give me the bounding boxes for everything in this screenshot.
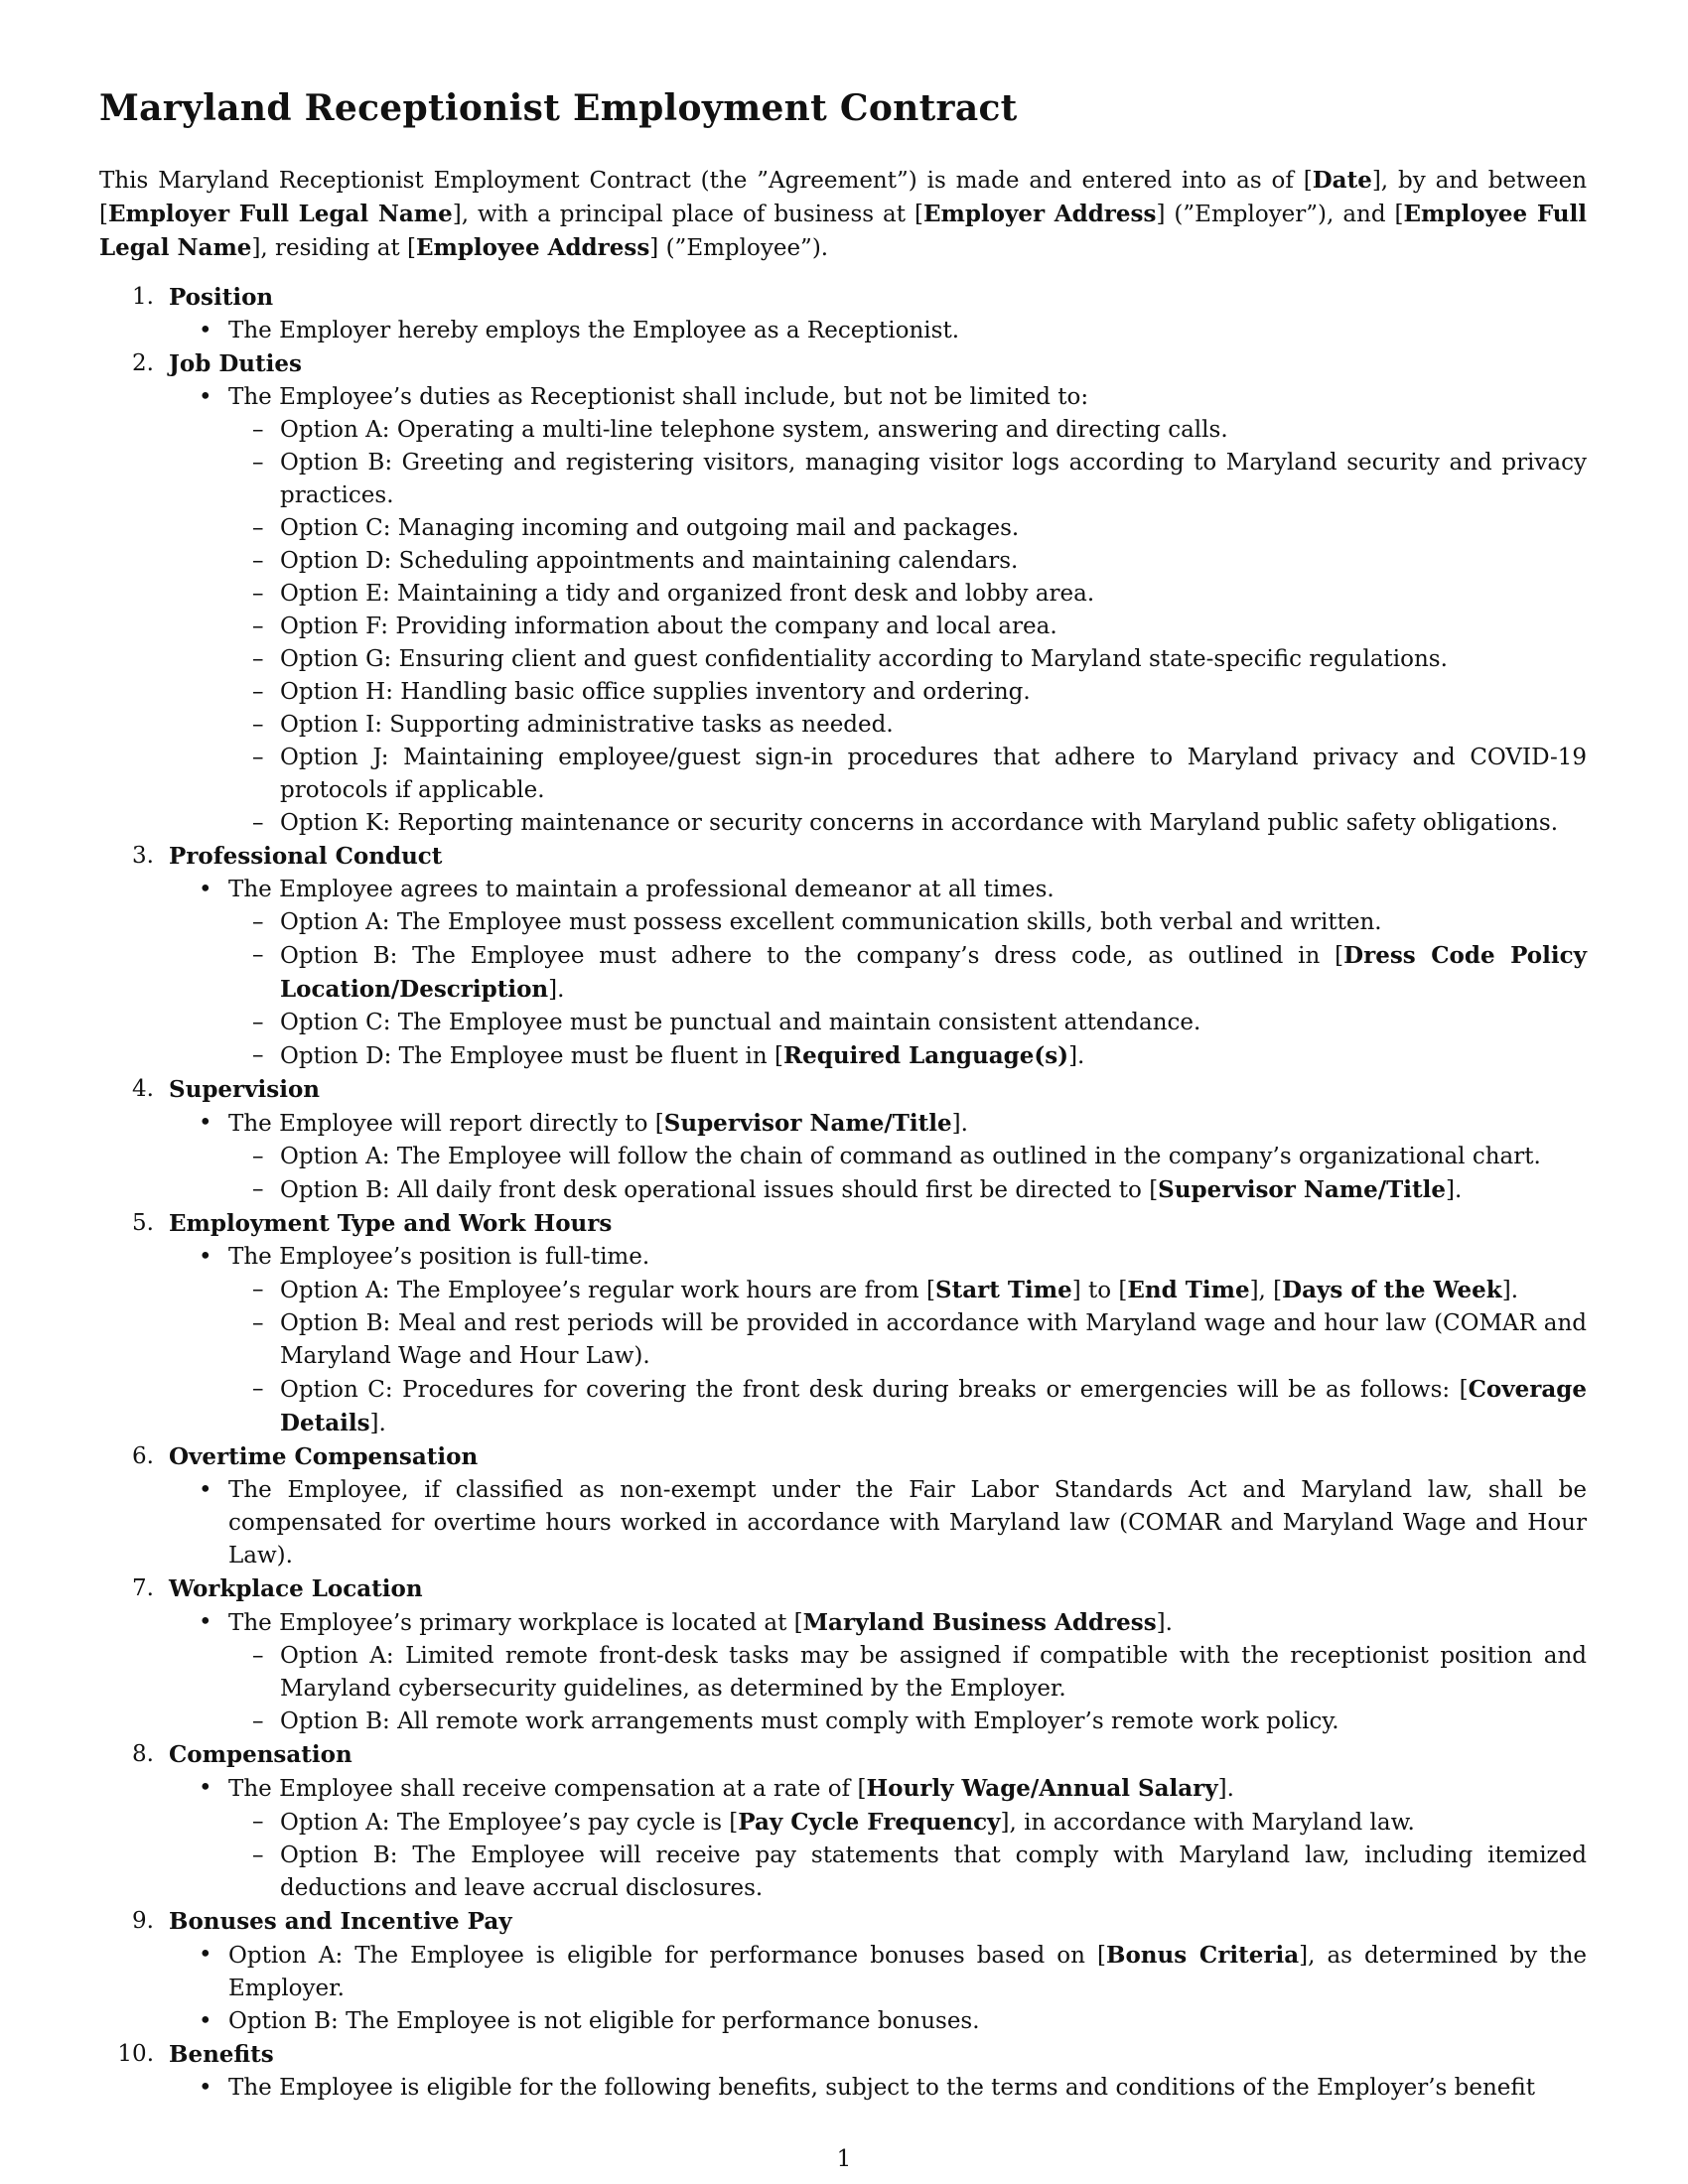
section-number: 9. bbox=[132, 1908, 154, 1935]
option-item bbox=[228, 1307, 1587, 1373]
section-number: 6. bbox=[132, 1443, 154, 1470]
text-run: The Employee’s duties as Receptionist shall include, but not be limited to: bbox=[228, 384, 1089, 411]
bullet-list bbox=[169, 1241, 1587, 1440]
option-item bbox=[228, 709, 1587, 742]
text-run: ]. bbox=[548, 977, 565, 1004]
option-list bbox=[228, 414, 1587, 840]
section-item bbox=[99, 840, 1587, 1073]
section-number: 2. bbox=[132, 350, 154, 377]
page-number: 1 bbox=[836, 2146, 852, 2172]
section-title: Benefits bbox=[169, 2041, 274, 2069]
text-run: ]. bbox=[1156, 1610, 1173, 1637]
option-list bbox=[228, 1141, 1587, 1207]
bullet-item bbox=[169, 2072, 1587, 2105]
section-number: 10. bbox=[117, 2041, 154, 2068]
text-run: Option A: Operating a multi-line telephone system, answering and directing calls. bbox=[280, 417, 1228, 444]
text-run: The Employee shall receive compensation at a rate of [ bbox=[228, 1776, 867, 1803]
section-number: 1. bbox=[132, 284, 154, 311]
section-number: 8. bbox=[132, 1741, 154, 1768]
text-run: ]. bbox=[1501, 1278, 1519, 1304]
option-item bbox=[228, 1373, 1587, 1440]
option-item bbox=[228, 1806, 1587, 1840]
text-run: The Employee is eligible for the following benefits, subject to the terms and conditions of the Employer’s benefit bbox=[228, 2075, 1535, 2102]
option-item bbox=[228, 807, 1587, 840]
section-item bbox=[99, 1572, 1587, 1738]
text-run: ] to [ bbox=[1071, 1278, 1128, 1304]
text-run: ] (”Employee”). bbox=[649, 235, 829, 262]
text-run: ]. bbox=[1068, 1043, 1085, 1070]
text-run: The Employee will report directly to [ bbox=[228, 1111, 664, 1138]
section-number: 3. bbox=[132, 843, 154, 870]
document-title: Maryland Receptionist Employment Contract bbox=[99, 87, 1018, 129]
section-item bbox=[99, 347, 1587, 840]
placeholder-field: Employer Address bbox=[922, 201, 1157, 228]
text-run: Option D: Scheduling appointments and maintaining calendars. bbox=[280, 548, 1019, 575]
text-run: The Employer hereby employs the Employee as a Receptionist. bbox=[228, 318, 960, 344]
text-run: The Employee’s primary workplace is located at [ bbox=[228, 1610, 803, 1637]
text-run: ] (”Employer”), and [ bbox=[1156, 202, 1404, 228]
section-title: Workplace Location bbox=[169, 1575, 423, 1603]
text-run: Option I: Supporting administrative tasks as needed. bbox=[280, 712, 894, 739]
option-item bbox=[228, 1007, 1587, 1039]
option-item bbox=[228, 1840, 1587, 1905]
option-item bbox=[228, 939, 1587, 1007]
bullet-list bbox=[169, 315, 1587, 347]
bullet-list bbox=[169, 1606, 1587, 1738]
bullet-item bbox=[169, 1241, 1587, 1440]
text-run: ], as determined by the Employer. bbox=[228, 1943, 1587, 2002]
section-item bbox=[99, 1207, 1587, 1440]
placeholder-field: Coverage Details bbox=[280, 1376, 1587, 1437]
text-run: Option C: The Employee must be punctual and maintain consistent attendance. bbox=[280, 1010, 1201, 1036]
bullet-list bbox=[169, 1772, 1587, 1905]
option-item bbox=[228, 906, 1587, 939]
text-run: Option B: Greeting and registering visitors, managing visitor logs according to Maryland security and privacy practices. bbox=[280, 450, 1587, 509]
bullet-item bbox=[169, 1772, 1587, 1905]
section-item bbox=[99, 1440, 1587, 1572]
section-title: Position bbox=[169, 284, 274, 312]
bullet-item bbox=[169, 1107, 1587, 1207]
section-item bbox=[99, 1905, 1587, 2038]
text-run: Option A: The Employee must possess excellent communication skills, both verbal and written. bbox=[280, 909, 1382, 936]
text-run: Option C: Procedures for covering the front desk during breaks or emergencies will be as follows: [ bbox=[280, 1377, 1469, 1404]
section-number: 5. bbox=[132, 1210, 154, 1237]
option-list bbox=[228, 906, 1587, 1073]
text-run: The Employee, if classified as non-exempt under the Fair Labor Standards Act and Maryland law, shall be compensated for overtime hours worked in accordance with Maryland law (COMAR and Maryland Wage and Hour Law). bbox=[228, 1477, 1587, 1570]
bullet-item bbox=[169, 1474, 1587, 1572]
placeholder-field: Supervisor Name/Title bbox=[663, 1110, 952, 1138]
option-list bbox=[228, 1274, 1587, 1440]
section-title: Compensation bbox=[169, 1741, 352, 1769]
section-title: Supervision bbox=[169, 1076, 321, 1104]
bullet-list bbox=[169, 1474, 1587, 1572]
text-run: Option B: All remote work arrangements must comply with Employer’s remote work policy. bbox=[280, 1708, 1339, 1735]
option-item bbox=[228, 1039, 1587, 1073]
section-item bbox=[99, 1073, 1587, 1207]
text-run: Option A: The Employee will follow the chain of command as outlined in the company’s organizational chart. bbox=[280, 1144, 1541, 1170]
text-run: Option F: Providing information about the company and local area. bbox=[280, 614, 1057, 640]
bullet-list bbox=[169, 381, 1587, 840]
option-item bbox=[228, 611, 1587, 643]
bullet-item bbox=[169, 381, 1587, 840]
section-item bbox=[99, 281, 1587, 347]
text-run: ]. bbox=[1217, 1776, 1234, 1803]
option-item bbox=[228, 1640, 1587, 1706]
placeholder-field: End Time bbox=[1127, 1277, 1250, 1304]
option-item bbox=[228, 1173, 1587, 1207]
bullet-list bbox=[169, 1939, 1587, 2038]
section-item bbox=[99, 2038, 1587, 2105]
text-run: Option A: The Employee’s pay cycle is [ bbox=[280, 1810, 739, 1837]
bullet-item bbox=[169, 1939, 1587, 2005]
placeholder-field: Required Language(s) bbox=[783, 1042, 1069, 1070]
section-title: Bonuses and Incentive Pay bbox=[169, 1908, 512, 1936]
option-item bbox=[228, 1274, 1587, 1307]
text-run: Option D: The Employee must be fluent in [ bbox=[280, 1043, 783, 1070]
text-run: ], with a principal place of business at [ bbox=[452, 202, 923, 228]
text-run: Option G: Ensuring client and guest confidentiality according to Maryland state-specific regulations. bbox=[280, 646, 1448, 673]
text-run: Option H: Handling basic office supplies inventory and ordering. bbox=[280, 679, 1031, 706]
option-list bbox=[228, 1806, 1587, 1905]
bullet-item bbox=[169, 315, 1587, 347]
text-run: Option B: Meal and rest periods will be provided in accordance with Maryland wage and hour law (COMAR and Maryland Wage and Hour Law). bbox=[280, 1310, 1587, 1370]
section-title: Job Duties bbox=[169, 350, 302, 378]
option-item bbox=[228, 1706, 1587, 1738]
text-run: ], in accordance with Maryland law. bbox=[1000, 1810, 1415, 1837]
option-item bbox=[228, 742, 1587, 807]
placeholder-field: Date bbox=[1312, 167, 1372, 195]
text-run: Option A: The Employee’s regular work hours are from [ bbox=[280, 1278, 936, 1304]
intro-paragraph bbox=[99, 164, 1587, 265]
option-item bbox=[228, 676, 1587, 709]
option-item bbox=[228, 414, 1587, 447]
section-title: Overtime Compensation bbox=[169, 1443, 479, 1471]
option-item bbox=[228, 643, 1587, 676]
bullet-item bbox=[169, 2005, 1587, 2038]
text-run: Option J: Maintaining employee/guest sign-in procedures that adhere to Maryland privacy and COVID-19 protocols if applicable. bbox=[280, 745, 1587, 804]
section-item bbox=[99, 1738, 1587, 1905]
section-number: 7. bbox=[132, 1575, 154, 1602]
text-run: ]. bbox=[1446, 1177, 1463, 1204]
text-run: Option A: Limited remote front-desk tasks may be assigned if compatible with the receptionist position and Maryland cybersecurity guidelines, as determined by the Employer. bbox=[280, 1643, 1587, 1703]
placeholder-field: Dress Code Policy Location/Description bbox=[280, 942, 1587, 1004]
placeholder-field: Maryland Business Address bbox=[802, 1609, 1157, 1637]
text-run: ], residing at [ bbox=[251, 235, 416, 262]
text-run: Option E: Maintaining a tidy and organized front desk and lobby area. bbox=[280, 581, 1095, 608]
placeholder-field: Employer Full Legal Name bbox=[107, 201, 453, 228]
bullet-list bbox=[169, 874, 1587, 1073]
bullet-item bbox=[169, 1606, 1587, 1738]
text-run: The Employee’s position is full-time. bbox=[228, 1244, 650, 1271]
text-run: Option C: Managing incoming and outgoing mail and packages. bbox=[280, 515, 1020, 542]
placeholder-field: Bonus Criteria bbox=[1106, 1942, 1300, 1970]
text-run: The Employee agrees to maintain a professional demeanor at all times. bbox=[228, 877, 1055, 903]
text-run: Option B: The Employee must adhere to the company’s dress code, as outlined in [ bbox=[280, 943, 1344, 970]
text-run: ], [ bbox=[1249, 1278, 1283, 1304]
section-list bbox=[99, 281, 1587, 2105]
section-title: Employment Type and Work Hours bbox=[169, 1210, 613, 1238]
section-title: Professional Conduct bbox=[169, 843, 443, 871]
text-run: ], by and between [ bbox=[99, 168, 1588, 228]
placeholder-field: Employee Address bbox=[415, 234, 650, 262]
text-run: This Maryland Receptionist Employment Contract (the ”Agreement”) is made and entered into as of [ bbox=[99, 168, 1313, 195]
bullet-list bbox=[169, 2072, 1587, 2105]
placeholder-field: Supervisor Name/Title bbox=[1158, 1176, 1446, 1204]
text-run: Option B: The Employee will receive pay statements that comply with Maryland law, including itemized deductions and leave accrual disclosures. bbox=[280, 1843, 1587, 1902]
bullet-list bbox=[169, 1107, 1587, 1207]
text-run: Option K: Reporting maintenance or security concerns in accordance with Maryland public safety obligations. bbox=[280, 810, 1559, 837]
section-number: 4. bbox=[132, 1076, 154, 1103]
text-run: ]. bbox=[951, 1111, 968, 1138]
placeholder-field: Start Time bbox=[935, 1277, 1072, 1304]
document-content bbox=[99, 87, 1587, 2105]
option-item bbox=[228, 512, 1587, 545]
text-run: Option A: The Employee is eligible for performance bonuses based on [ bbox=[228, 1943, 1106, 1970]
placeholder-field: Pay Cycle Frequency bbox=[738, 1809, 1001, 1837]
option-list bbox=[228, 1640, 1587, 1738]
text-run: Option B: All daily front desk operational issues should first be directed to [ bbox=[280, 1177, 1159, 1204]
option-item bbox=[228, 1141, 1587, 1173]
option-item bbox=[228, 447, 1587, 512]
text-run: ]. bbox=[369, 1411, 386, 1437]
placeholder-field: Hourly Wage/Annual Salary bbox=[866, 1775, 1218, 1803]
text-run: Option B: The Employee is not eligible for performance bonuses. bbox=[228, 2008, 980, 2035]
option-item bbox=[228, 578, 1587, 611]
option-item bbox=[228, 545, 1587, 578]
placeholder-field: Days of the Week bbox=[1282, 1277, 1502, 1304]
bullet-item bbox=[169, 874, 1587, 1073]
placeholder-field: Employee Full Legal Name bbox=[99, 201, 1587, 262]
